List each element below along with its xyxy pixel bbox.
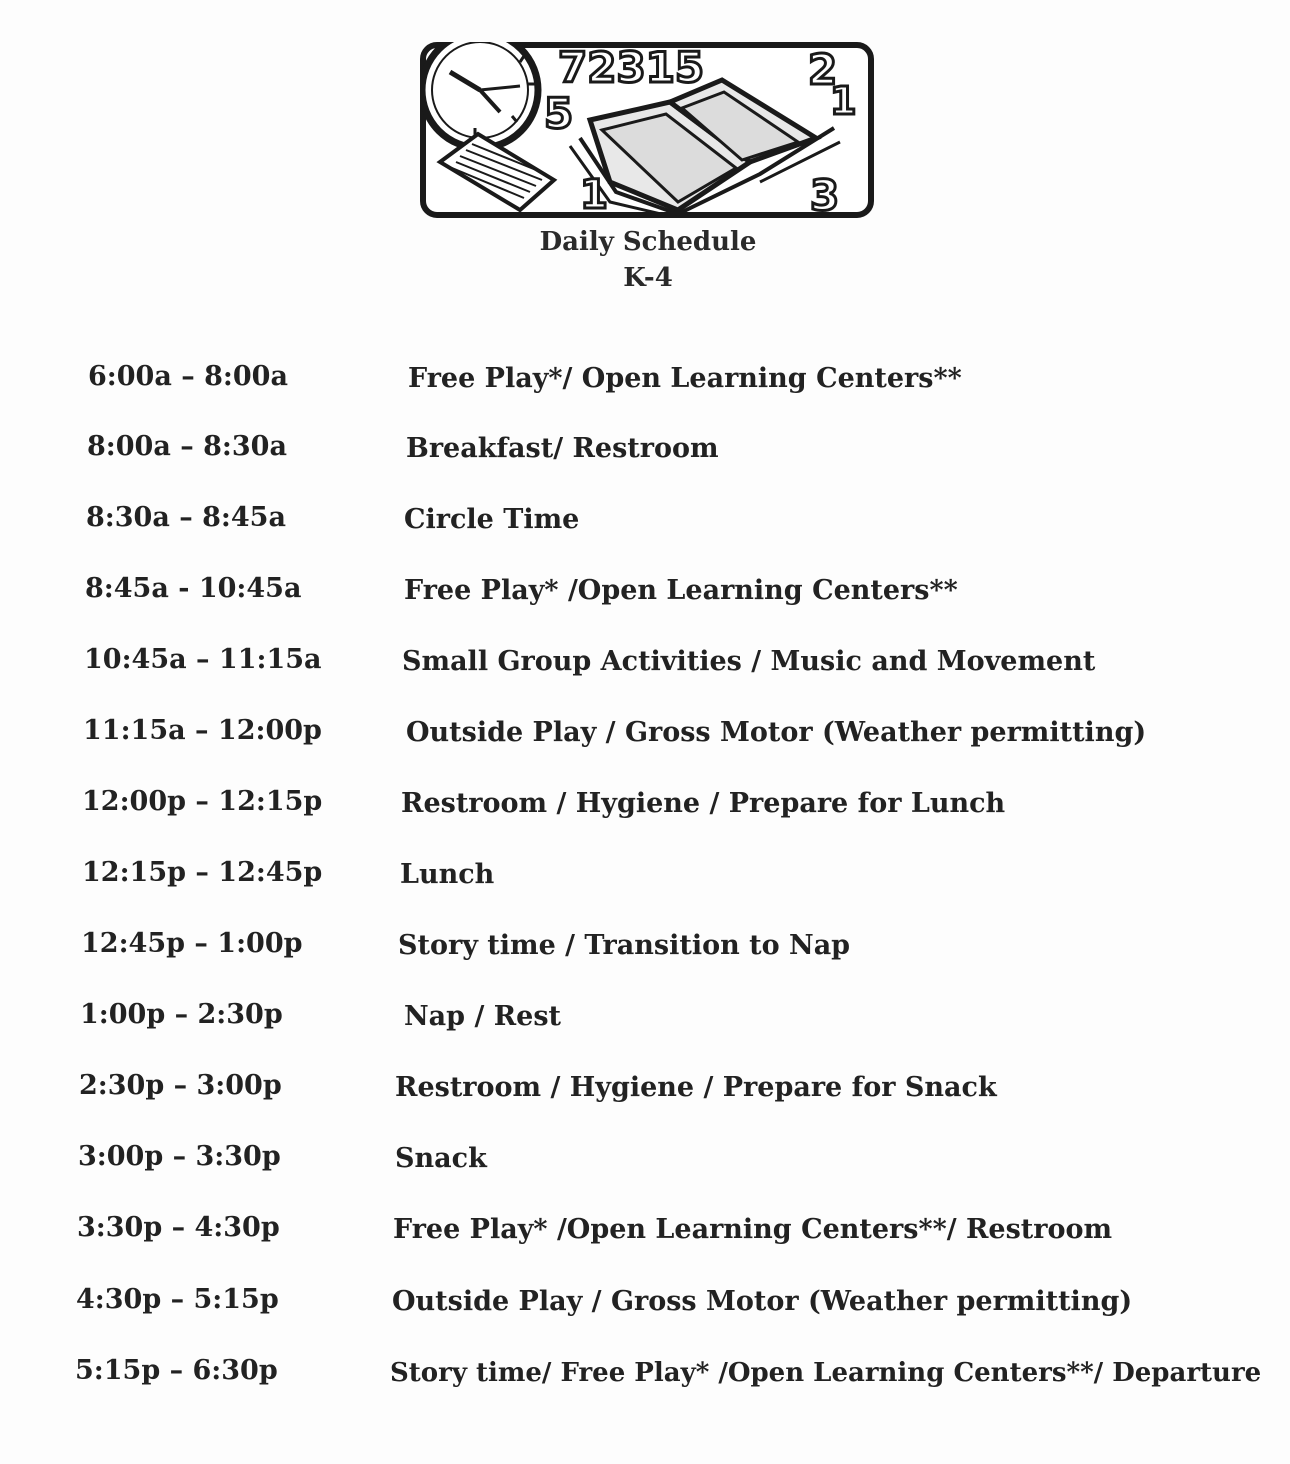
schedule-time: 10:45a – 11:15a: [84, 644, 322, 675]
schedule-activity: Small Group Activities / Music and Movement: [402, 646, 1096, 677]
schedule-activity: Snack: [395, 1143, 487, 1174]
schedule-activity: Breakfast/ Restroom: [406, 433, 719, 464]
schedule-time: 6:00a – 8:00a: [88, 361, 288, 392]
schedule-time: 8:00a – 8:30a: [87, 431, 287, 462]
schedule-time: 5:15p – 6:30p: [75, 1355, 278, 1386]
schedule-row: [76, 1280, 1176, 1320]
logo-digit-left-5: 5: [544, 89, 574, 138]
schedule-row: [85, 569, 985, 609]
schedule-activity: Outside Play / Gross Motor (Weather permitting): [406, 717, 1147, 748]
schedule-row: [82, 782, 1082, 822]
schedule-activity: Story time / Transition to Nap: [398, 930, 851, 961]
logo-digit-bottom-3: 3: [810, 171, 840, 218]
schedule-row: [81, 924, 1081, 964]
schedule-activity: Restroom / Hygiene / Prepare for Snack: [395, 1072, 997, 1103]
schedule-row: [77, 1208, 1177, 1248]
schedule-time: 11:15a – 12:00p: [83, 715, 322, 746]
schedule-activity: Outside Play / Gross Motor (Weather permitting): [392, 1286, 1133, 1317]
schedule-row: [82, 853, 1082, 893]
schedule-time: 3:30p – 4:30p: [77, 1212, 280, 1243]
schedule-activity: Restroom / Hygiene / Prepare for Lunch: [401, 788, 1006, 819]
schedule-time: 3:00p – 3:30p: [78, 1141, 281, 1172]
schedule-time: 12:45p – 1:00p: [81, 928, 303, 959]
schedule-activity: Free Play* /Open Learning Centers**/ Restroom: [393, 1214, 1113, 1245]
schedule-row: [75, 1351, 1265, 1391]
schedule-activity: Nap / Rest: [404, 1001, 562, 1032]
schedule-time: 1:00p – 2:30p: [80, 999, 283, 1030]
logo-digit-right-b: 1: [830, 79, 857, 123]
schedule-activity: Story time/ Free Play* /Open Learning Centers**/ Departure: [390, 1358, 1262, 1388]
page-title: Daily Schedule: [539, 227, 757, 257]
schedule-time: 8:30a – 8:45a: [86, 502, 286, 533]
schedule-time: 2:30p – 3:00p: [79, 1070, 282, 1101]
schedule-row: [78, 1137, 1078, 1177]
schedule-row: [84, 640, 1096, 680]
schedule-time: 8:45a - 10:45a: [85, 573, 302, 604]
logo-digit-left-1: 1: [580, 172, 608, 218]
schedule-row: [80, 995, 1080, 1035]
logo-digits-top: 72315: [558, 43, 705, 92]
schedule-activity: Free Play* /Open Learning Centers**: [404, 575, 958, 606]
schedule-row: [87, 427, 987, 467]
logo-digit-right-a: 2: [808, 45, 838, 94]
schedule-activity: Free Play*/ Open Learning Centers**: [408, 363, 962, 394]
schedule-time: 12:00p – 12:15p: [82, 786, 323, 817]
schedule-time: 4:30p – 5:15p: [76, 1284, 279, 1315]
schedule-activity: Circle Time: [404, 504, 580, 535]
schedule-row: [86, 498, 986, 538]
schedule-time: 12:15p – 12:45p: [82, 857, 323, 888]
schedule-activity: Lunch: [400, 859, 495, 890]
schedule-row: [79, 1066, 1079, 1106]
schedule-row: [83, 711, 1147, 751]
page-subtitle: K-4: [623, 263, 673, 293]
schedule-row: [88, 357, 988, 397]
